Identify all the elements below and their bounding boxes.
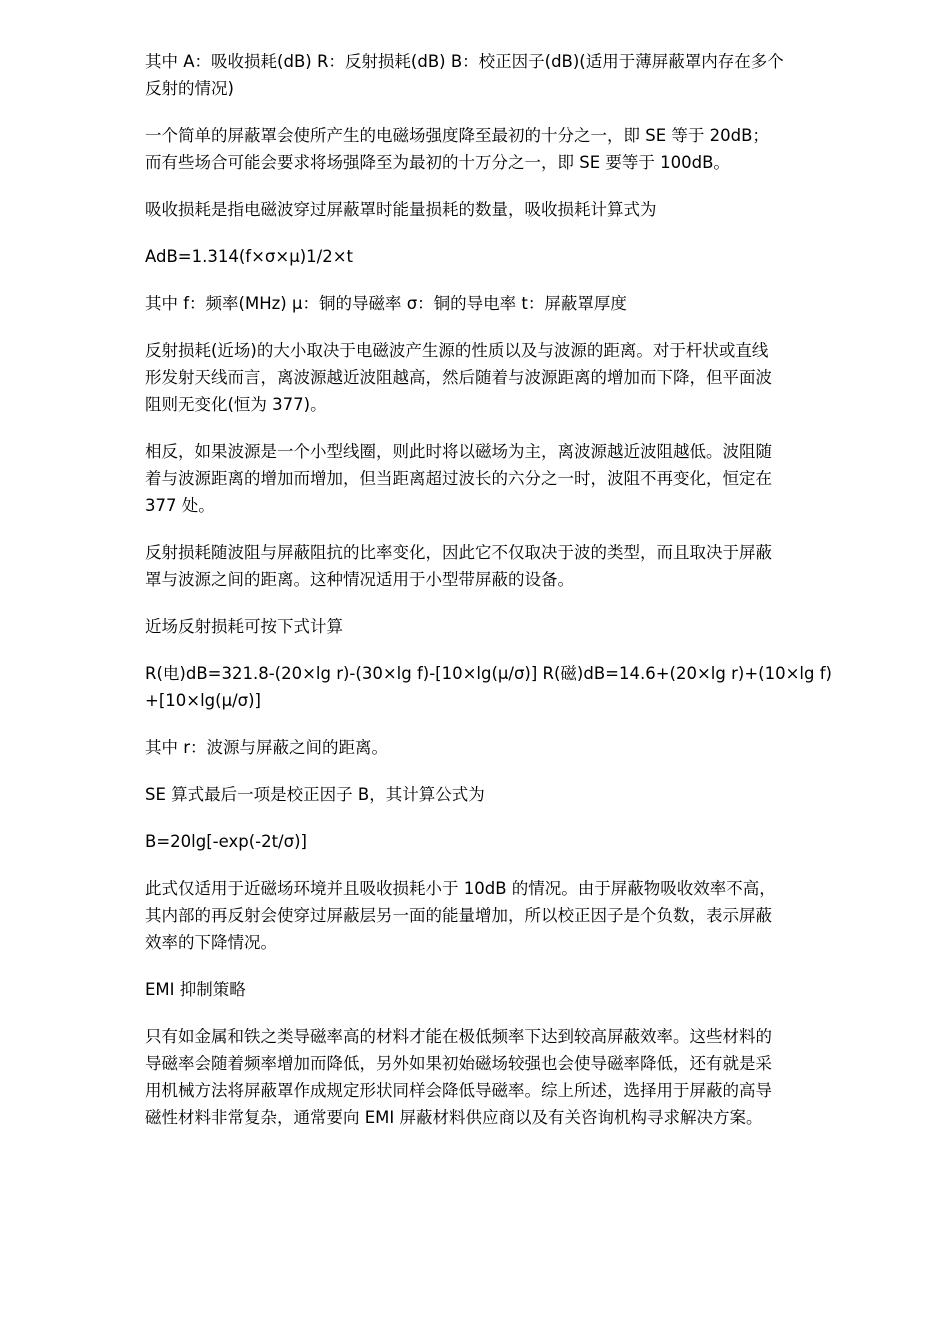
text-line: SE 算式最后一项是校正因子 B，其计算公式为	[145, 785, 485, 804]
text-line: 只有如金属和铁之类导磁率高的材料才能在极低频率下达到较高屏蔽效率。这些材料的	[145, 1027, 772, 1046]
section-heading-emi	[145, 976, 875, 1003]
paragraph-absorption-intro	[145, 196, 875, 223]
text-line: 其中 A：吸收损耗(dB) R：反射损耗(dB) B：校正因子(dB)(适用于薄屏蔽罩内存在多个	[145, 52, 784, 71]
paragraph-correction-intro	[145, 781, 875, 808]
text-line: 着与波源距离的增加而增加，但当距离超过波长的六分之一时，波阻不再变化，恒定在	[145, 469, 772, 488]
text-line: 其中 r：波源与屏蔽之间的距离。	[145, 738, 389, 757]
text-line: 近场反射损耗可按下式计算	[145, 617, 343, 636]
paragraph-correction-note	[145, 875, 875, 956]
paragraph-definitions	[145, 48, 875, 102]
text-line: 一个简单的屏蔽罩会使所产生的电磁场强度降至最初的十分之一，即 SE 等于 20dB；	[145, 126, 769, 145]
formula-absorption	[145, 243, 875, 270]
text-line: 此式仅适用于近磁场环境并且吸收损耗小于 10dB 的情况。由于屏蔽物吸收效率不高，	[145, 879, 776, 898]
text-line: 吸收损耗是指电磁波穿过屏蔽罩时能量损耗的数量，吸收损耗计算式为	[145, 200, 657, 219]
formula-correction	[145, 828, 875, 855]
paragraph-small-coil	[145, 438, 875, 519]
text-line: 377 处。	[145, 496, 215, 515]
text-line: 形发射天线而言，离波源越近波阻越高，然后随着与波源距离的增加而下降，但平面波	[145, 368, 772, 387]
paragraph-near-field-calc	[145, 613, 875, 640]
text-line: 相反，如果波源是一个小型线圈，则此时将以磁场为主，离波源越近波阻越低。波阻随	[145, 442, 772, 461]
formula-reflection	[145, 660, 875, 714]
paragraph-r-definition	[145, 734, 875, 761]
text-line: 阻则无变化(恒为 377)。	[145, 395, 327, 414]
paragraph-absorption-variables	[145, 290, 875, 317]
paragraph-emi-strategy	[145, 1023, 875, 1131]
text-line: 效率的下降情况。	[145, 933, 277, 952]
text-line: B=20lg[-exp(-2t/σ)]	[145, 832, 307, 851]
text-line: +[10×lg(μ/σ)]	[145, 691, 261, 710]
text-line: AdB=1.314(f×σ×μ)1/2×t	[145, 247, 353, 266]
text-line: EMI 抑制策略	[145, 980, 246, 999]
text-line: 磁性材料非常复杂，通常要向 EMI 屏蔽材料供应商以及有关咨询机构寻求解决方案。	[145, 1108, 763, 1127]
text-line: 其中 f：频率(MHz) μ：铜的导磁率 σ：铜的导电率 t：屏蔽罩厚度	[145, 294, 627, 313]
document-body	[145, 48, 875, 1151]
text-line: R(电)dB=321.8-(20×lg r)-(30×lg f)-[10×lg(μ/σ)] R(磁)dB=14.6+(20×lg r)+(10×lg f)	[145, 664, 832, 683]
text-line: 而有些场合可能会要求将场强降至为最初的十万分之一，即 SE 要等于 100dB。	[145, 153, 730, 172]
text-line: 罩与波源之间的距离。这种情况适用于小型带屏蔽的设备。	[145, 570, 574, 589]
text-line: 反射损耗随波阻与屏蔽阻抗的比率变化，因此它不仅取决于波的类型，而且取决于屏蔽	[145, 543, 772, 562]
paragraph-se-example	[145, 122, 875, 176]
text-line: 反射损耗(近场)的大小取决于电磁波产生源的性质以及与波源的距离。对于杆状或直线	[145, 341, 769, 360]
text-line: 其内部的再反射会使穿过屏蔽层另一面的能量增加，所以校正因子是个负数，表示屏蔽	[145, 906, 772, 925]
text-line: 用机械方法将屏蔽罩作成规定形状同样会降低导磁率。综上所述，选择用于屏蔽的高导	[145, 1081, 772, 1100]
paragraph-reflection-near-field	[145, 337, 875, 418]
text-line: 导磁率会随着频率增加而降低，另外如果初始磁场较强也会使导磁率降低，还有就是采	[145, 1054, 772, 1073]
paragraph-reflection-ratio	[145, 539, 875, 593]
text-line: 反射的情况)	[145, 79, 234, 98]
